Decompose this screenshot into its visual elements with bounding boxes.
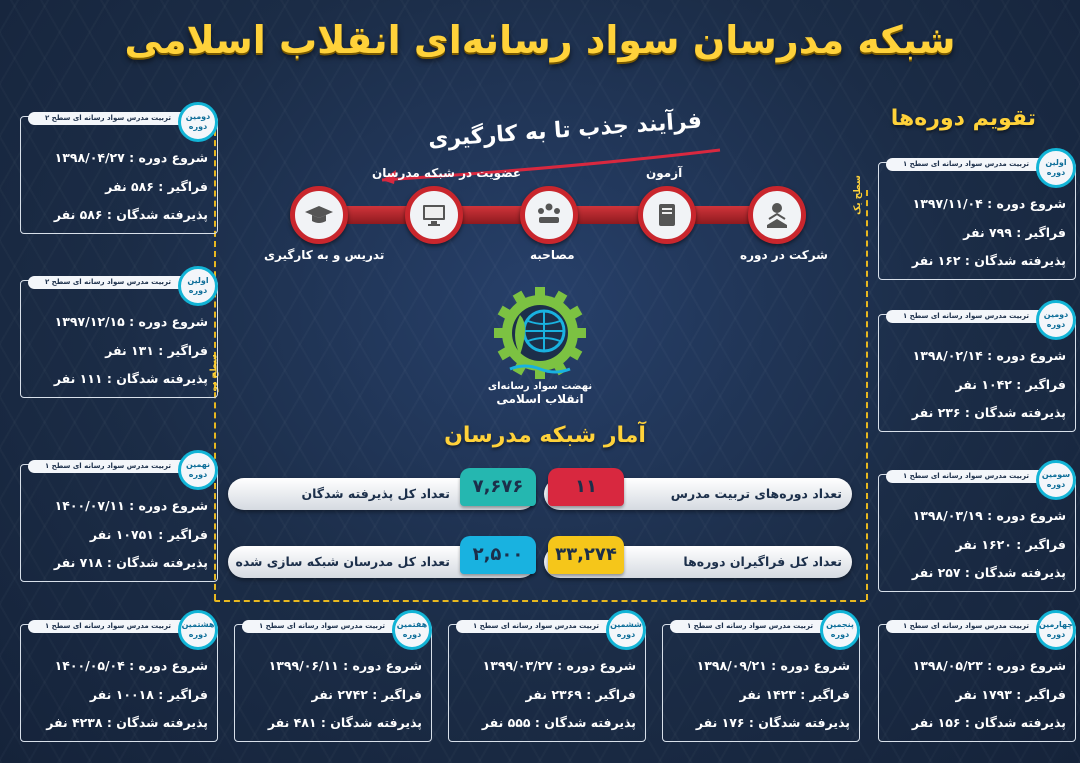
calendar-heading: تقویم دوره‌ها bbox=[890, 106, 1036, 131]
card-start-date: شروع دوره : ۱۳۹۸/۰۵/۲۳ bbox=[912, 658, 1066, 673]
card-start-date: شروع دوره : ۱۴۰۰/۰۷/۱۱ bbox=[54, 498, 208, 513]
graduation-cap-icon bbox=[303, 199, 335, 231]
card-badge: دومین دوره bbox=[1036, 300, 1076, 340]
card-tag: تربیت مدرس سواد رسانه ای سطح ۱ bbox=[886, 470, 1046, 483]
course-card bbox=[662, 610, 860, 742]
connector-right-vertical bbox=[866, 190, 868, 600]
stat-courses bbox=[544, 478, 852, 510]
step-label-5: تدریس و به کارگیری bbox=[264, 248, 385, 262]
card-start-date: شروع دوره : ۱۳۹۹/۰۶/۱۱ bbox=[268, 658, 422, 673]
card-tag: تربیت مدرس سواد رسانه ای سطح ۱ bbox=[886, 310, 1046, 323]
card-start-date: شروع دوره : ۱۳۹۷/۱۲/۱۵ bbox=[54, 314, 208, 329]
card-badge: چهارمین دوره bbox=[1036, 610, 1076, 650]
stat-learners-value: ۳۳,۲۷۴ bbox=[548, 536, 624, 574]
step-node-2 bbox=[638, 186, 696, 244]
step-label-3: مصاحبه bbox=[530, 248, 575, 262]
logo-text bbox=[470, 380, 610, 406]
course-card bbox=[878, 148, 1076, 280]
course-card bbox=[20, 266, 218, 398]
card-accepted: پذیرفته شدگان : ۵۸۶ نفر bbox=[53, 207, 208, 222]
course-card bbox=[448, 610, 646, 742]
card-tag: تربیت مدرس سواد رسانه ای سطح ۱ bbox=[242, 620, 402, 633]
level2-label: سطح دو bbox=[209, 354, 220, 392]
card-start-date: شروع دوره : ۱۳۹۸/۰۴/۲۷ bbox=[54, 150, 208, 165]
stat-learners bbox=[544, 546, 852, 578]
book-icon bbox=[651, 199, 683, 231]
card-badge: اولین دوره bbox=[178, 266, 218, 306]
card-learners: فراگیر : ۲۷۴۲ نفر bbox=[311, 687, 422, 702]
card-badge: هفتمین دوره bbox=[392, 610, 432, 650]
monitor-icon bbox=[418, 199, 450, 231]
card-accepted: پذیرفته شدگان : ۷۱۸ نفر bbox=[53, 555, 208, 570]
card-accepted: پذیرفته شدگان : ۴۸۱ نفر bbox=[267, 715, 422, 730]
course-card bbox=[878, 460, 1076, 592]
card-accepted: پذیرفته شدگان : ۲۳۶ نفر bbox=[911, 405, 1066, 420]
course-card bbox=[20, 610, 218, 742]
card-badge: نهمین دوره bbox=[178, 450, 218, 490]
step-node-3 bbox=[520, 186, 578, 244]
card-learners: فراگیر : ۱۳۱ نفر bbox=[105, 343, 208, 358]
card-start-date: شروع دوره : ۱۴۰۰/۰۵/۰۴ bbox=[54, 658, 208, 673]
card-learners: فراگیر : ۱۰۰۱۸ نفر bbox=[89, 687, 208, 702]
stat-accepted-label: تعداد کل پذیرفته شدگان bbox=[301, 486, 450, 501]
page-title: شبکه مدرسان سواد رسانه‌ای انقلاب اسلامی bbox=[124, 18, 956, 62]
course-card bbox=[878, 300, 1076, 432]
stat-courses-value: ۱۱ bbox=[548, 468, 624, 506]
card-tag: تربیت مدرس سواد رسانه ای سطح ۱ bbox=[670, 620, 830, 633]
card-badge: سومین دوره bbox=[1036, 460, 1076, 500]
step-node-4 bbox=[405, 186, 463, 244]
card-tag: تربیت مدرس سواد رسانه ای سطح ۱ bbox=[28, 460, 188, 473]
card-accepted: پذیرفته شدگان : ۱۵۶ نفر bbox=[911, 715, 1066, 730]
course-card bbox=[20, 102, 218, 234]
stat-networked-label: تعداد کل مدرسان شبکه سازی شده bbox=[235, 554, 450, 569]
logo-text-line1: نهضت سواد رسانه‌ای bbox=[487, 381, 593, 392]
reading-person-icon bbox=[761, 199, 793, 231]
card-badge: ششمین دوره bbox=[606, 610, 646, 650]
connector-bottom bbox=[214, 600, 866, 602]
step-node-5 bbox=[290, 186, 348, 244]
card-accepted: پذیرفته شدگان : ۱۶۲ نفر bbox=[911, 253, 1066, 268]
card-tag: تربیت مدرس سواد رسانه ای سطح ۲ bbox=[28, 112, 188, 125]
process-title: فرآیند جذب تا به کارگیری bbox=[427, 108, 703, 153]
card-badge: هشتمین دوره bbox=[178, 610, 218, 650]
card-learners: فراگیر : ۲۳۶۹ نفر bbox=[525, 687, 636, 702]
card-badge: اولین دوره bbox=[1036, 148, 1076, 188]
card-badge: دومین دوره bbox=[178, 102, 218, 142]
step-label-4: عضویت در شبکه مدرسان bbox=[372, 166, 522, 180]
course-card bbox=[878, 610, 1076, 742]
stat-accepted bbox=[228, 478, 536, 510]
stat-accepted-value: ۷,۶۷۶ bbox=[460, 468, 536, 506]
card-learners: فراگیر : ۷۹۹ نفر bbox=[963, 225, 1066, 240]
logo-icon bbox=[490, 285, 590, 385]
step-node-1 bbox=[748, 186, 806, 244]
card-learners: فراگیر : ۱۶۲۰ نفر bbox=[955, 537, 1066, 552]
card-tag: تربیت مدرس سواد رسانه ای سطح ۱ bbox=[886, 620, 1046, 633]
meeting-icon bbox=[533, 199, 565, 231]
card-tag: تربیت مدرس سواد رسانه ای سطح ۱ bbox=[456, 620, 616, 633]
card-accepted: پذیرفته شدگان : ۴۲۳۸ نفر bbox=[46, 715, 208, 730]
card-accepted: پذیرفته شدگان : ۵۵۵ نفر bbox=[481, 715, 636, 730]
card-learners: فراگیر : ۱۰۴۲ نفر bbox=[955, 377, 1066, 392]
card-start-date: شروع دوره : ۱۳۹۹/۰۳/۲۷ bbox=[482, 658, 636, 673]
course-card bbox=[234, 610, 432, 742]
step-label-2: آزمون bbox=[646, 166, 683, 180]
stat-courses-label: تعداد دوره‌های تربیت مدرس bbox=[670, 486, 842, 501]
card-accepted: پذیرفته شدگان : ۱۷۶ نفر bbox=[695, 715, 850, 730]
level1-label: سطح یک bbox=[852, 175, 863, 215]
card-tag: تربیت مدرس سواد رسانه ای سطح ۱ bbox=[886, 158, 1046, 171]
stat-learners-label: تعداد کل فراگیران دوره‌ها bbox=[683, 554, 842, 569]
card-badge: پنجمین دوره bbox=[820, 610, 860, 650]
card-start-date: شروع دوره : ۱۳۹۷/۱۱/۰۴ bbox=[912, 196, 1066, 211]
card-start-date: شروع دوره : ۱۳۹۸/۰۲/۱۴ bbox=[912, 348, 1066, 363]
stat-networked-value: ۲,۵۰۰ bbox=[460, 536, 536, 574]
card-tag: تربیت مدرس سواد رسانه ای سطح ۲ bbox=[28, 276, 188, 289]
process-arrow bbox=[370, 138, 730, 188]
step-label-1: شرکت در دوره bbox=[740, 248, 828, 262]
logo-text-line2: انقلاب اسلامی bbox=[496, 392, 584, 406]
card-learners: فراگیر : ۱۴۲۳ نفر bbox=[739, 687, 850, 702]
card-accepted: پذیرفته شدگان : ۱۱۱ نفر bbox=[53, 371, 208, 386]
stats-heading: آمار شبکه مدرسان bbox=[444, 423, 646, 448]
card-learners: فراگیر : ۱۷۹۳ نفر bbox=[955, 687, 1066, 702]
card-accepted: پذیرفته شدگان : ۲۵۷ نفر bbox=[911, 565, 1066, 580]
card-tag: تربیت مدرس سواد رسانه ای سطح ۱ bbox=[28, 620, 188, 633]
stat-networked bbox=[228, 546, 536, 578]
course-card bbox=[20, 450, 218, 582]
card-learners: فراگیر : ۵۸۶ نفر bbox=[105, 179, 208, 194]
card-start-date: شروع دوره : ۱۳۹۸/۰۳/۱۹ bbox=[912, 508, 1066, 523]
card-start-date: شروع دوره : ۱۳۹۸/۰۹/۲۱ bbox=[696, 658, 850, 673]
card-learners: فراگیر : ۱۰۷۵۱ نفر bbox=[89, 527, 208, 542]
